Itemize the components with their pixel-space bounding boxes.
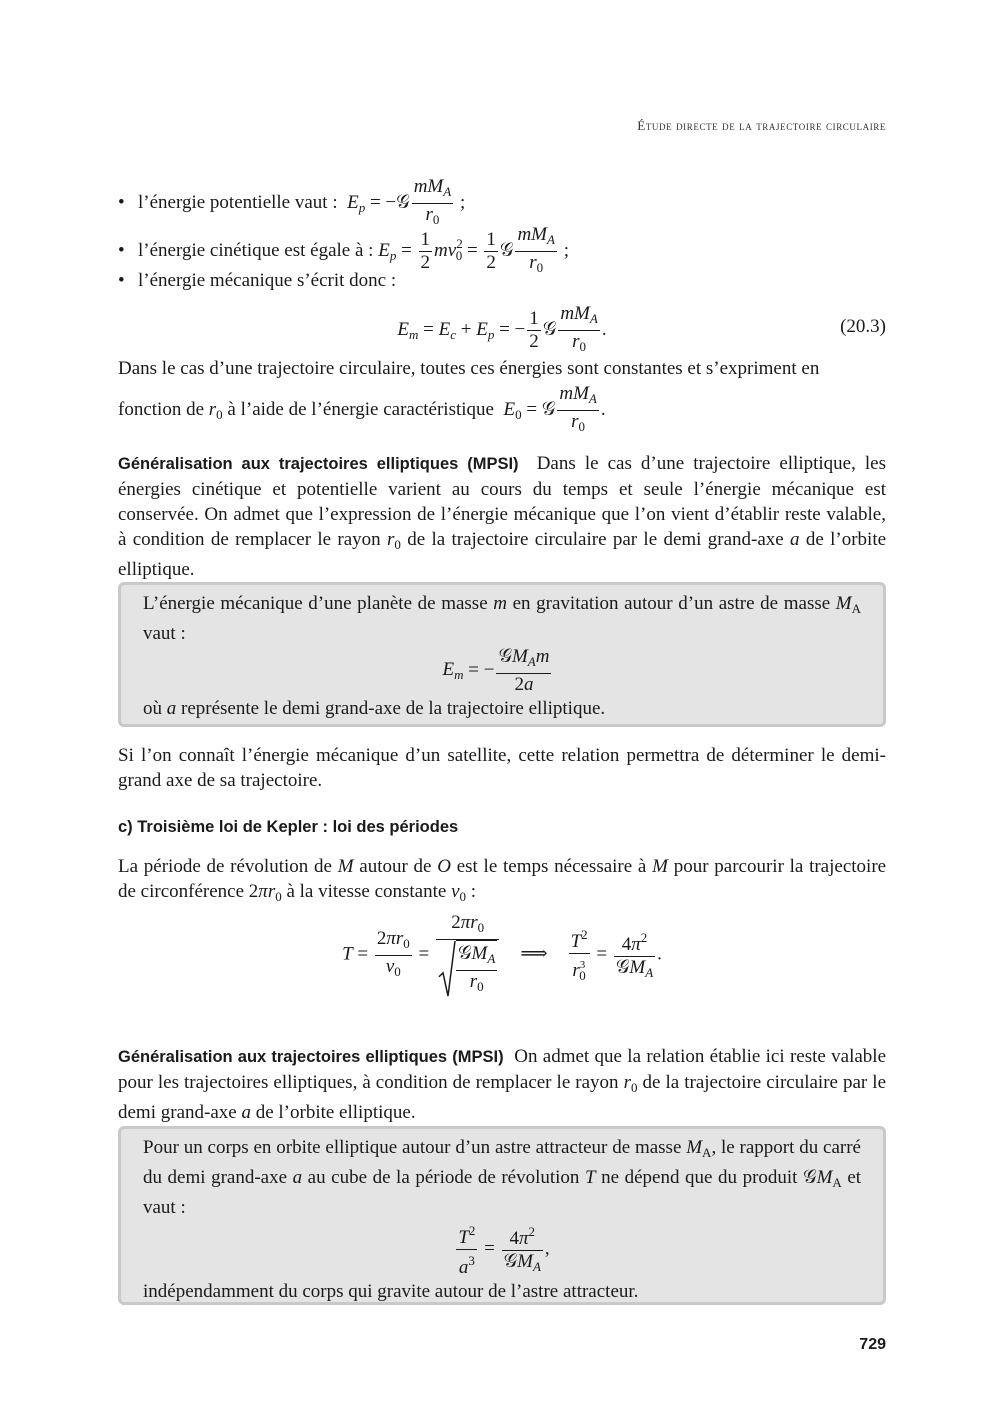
text-fragment: fonction de: [118, 398, 205, 420]
section-heading: c) Troisième loi de Kepler : loi des périodes: [118, 818, 459, 836]
bullet-potential-energy: • l’énergie potentielle vaut : $E_p$ = −𝒢 $\frac{mM_A}{r_0}$ ;: [118, 176, 466, 227]
text-fragment: de l’orbite elliptique.: [118, 529, 887, 580]
box-text: L’énergie mécanique d’une planète de masse m en gravitation autour d’un astre de masse $M_A$ vaut :: [143, 593, 862, 644]
bullet-text: l’énergie cinétique est égale à :: [138, 239, 374, 261]
square-root: $\frac{𝒢M_A}{r_0}$: [438, 940, 497, 998]
text-fragment: Pour un corps en orbite elliptique autour d’un astre attracteur de masse: [143, 1137, 682, 1158]
bullet-kinetic-energy: • l’énergie cinétique est égale à : $E_p$ = $\frac{1}{2}$ $mv^2_0$ = $\frac{1}{2}$ 𝒢 $\frac{mM_A}{r_0}$ ;: [118, 224, 569, 275]
equation-mechanical-energy: $E_m = E_c + E_p$ = − $\frac{1}{2}$ 𝒢 $\frac{mM_A}{r_0}$ .: [397, 303, 607, 354]
bullet-end: ;: [459, 191, 466, 213]
running-header: Étude directe de la trajectoire circulaire: [637, 118, 886, 133]
paragraph-circular: [118, 356, 886, 438]
text-fragment: de la trajectoire circulaire par le demi grand-axe: [407, 529, 784, 550]
box-text-end: où a représente le demi grand-axe de la trajectoire elliptique.: [143, 698, 606, 719]
bullet-end: ;: [563, 239, 569, 261]
bullet-text: l’énergie mécanique s’écrit donc :: [138, 270, 397, 291]
paragraph-line: Dans le cas d’une trajectoire circulaire, toutes ces énergies sont constantes et s’expriment en: [118, 358, 820, 379]
box-equation: $E_m$ = − $\frac{𝒢M_Am}{2a}$: [442, 646, 550, 695]
text-fragment: :: [470, 881, 477, 902]
text-fragment: représente le demi grand-axe de la trajectoire elliptique.: [181, 698, 606, 719]
text-fragment: autour de: [359, 856, 432, 877]
text-fragment: de l’orbite elliptique.: [255, 1102, 416, 1123]
text-fragment: où: [143, 698, 162, 719]
text-fragment: ne dépend que du produit: [601, 1167, 798, 1188]
text-fragment: de la trajectoire circulaire par le demi grand-axe: [118, 1072, 886, 1123]
equation-period: T = $\frac{2\pi r_0}{v_0}$ = $\frac{2\pi r_0}{\frac{𝒢M_A}{r_0}}$ ⟹ $\frac{T^2}{r^3_0}$ = $\frac{4\pi^2}{𝒢M_A}$ .: [118, 912, 886, 998]
text-fragment: est le temps nécessaire à: [456, 856, 647, 877]
paragraph-generalisation-period: Généralisation aux trajectoires elliptiques (MPSI) On admet que la relation établie ici reste valable pour les trajectoires elliptiques, à condition de remplacer le rayon $r_0$ de la trajectoire circulaire par le demi grand-axe a de l’orbite elliptique.: [118, 1046, 887, 1123]
radical-sign: [438, 940, 456, 998]
result-box-kepler: [118, 1126, 886, 1305]
text-fragment: La période de révolution de: [118, 856, 332, 877]
paragraph-line-2: fonction de $r_0$ à l’aide de l’énergie caractéristique $E_0$ = 𝒢 $\frac{mM_A}{r_0}$ .: [118, 383, 606, 434]
text-fragment: On admet que la relation établie ici reste valable pour les trajectoires elliptiques, à condition de remplacer le rayon: [118, 1046, 887, 1093]
text-fragment: pour parcourir la trajectoire de circonférence: [118, 856, 887, 902]
text-fragment: , le rapport du carré du demi grand-axe: [143, 1137, 861, 1188]
page-number: 729: [859, 1336, 886, 1353]
text-fragment: vaut :: [143, 623, 186, 644]
text-fragment: et vaut :: [143, 1167, 862, 1218]
paragraph-generalisation-energy: Généralisation aux trajectoires elliptiques (MPSI) Dans le cas d’une trajectoire elliptique, les énergies cinétique et potentielle varient au cours du temps et seule l’énergie mécanique est conservée. On admet que l’expression de l’énergie mécanique que l’on vient d’établir reste valable, à condition de remplacer le rayon $r_0$ de la trajectoire circulaire par le demi grand-axe a de l’orbite elliptique.: [118, 453, 887, 580]
text-fragment: Dans le cas d’une trajectoire elliptique, les énergies cinétique et potentielle varient au cours du temps et seule l’énergie mécanique est conservée. On admet que l’expression de l’énergie mécanique que l’on vient d’établir reste valable, à condition de remplacer le rayon: [118, 453, 887, 550]
text-fragment: à la vitesse constante: [286, 881, 447, 902]
bullet-text: l’énergie potentielle vaut :: [138, 191, 338, 213]
equation-number: (20.3): [840, 316, 886, 337]
box-equation: $\frac{T^2}{a^3}$ = $\frac{4\pi^2}{𝒢M_A}$ ,: [143, 1220, 861, 1279]
text-fragment: en gravitation autour d’un astre de masse: [512, 593, 831, 614]
text-fragment: L’énergie mécanique d’une planète de masse: [143, 593, 488, 614]
paragraph-period: La période de révolution de M autour de O est le temps nécessaire à M pour parcourir la trajectoire de circonférence $2\pi r_0$ à la vitesse constante $v_0$ :: [118, 856, 887, 904]
text-fragment: à l’aide de l’énergie caractéristique: [227, 398, 494, 420]
bullet-mechanical-energy: • l’énergie mécanique s’écrit donc :: [118, 270, 397, 291]
paragraph-heading: Généralisation aux trajectoires elliptiques (MPSI): [118, 455, 519, 473]
text-fragment: au cube de la période de révolution: [307, 1167, 580, 1188]
box-text-end: indépendamment du corps qui gravite autour de l’astre attracteur.: [143, 1281, 639, 1302]
result-box-energy: [118, 582, 886, 727]
paragraph-heading: Généralisation aux trajectoires elliptiques (MPSI): [118, 1048, 504, 1066]
box-text: Pour un corps en orbite elliptique autour d’un astre attracteur de masse $M_A$, le rapport du carré du demi grand-axe a au cube de la période de révolution T ne dépend que du produit 𝒢M$_A$ et vaut :: [143, 1137, 862, 1218]
paragraph-satellite: Si l’on connaît l’énergie mécanique d’un satellite, cette relation permettra de déterminer le demi-grand axe de sa trajectoire.: [118, 745, 886, 791]
